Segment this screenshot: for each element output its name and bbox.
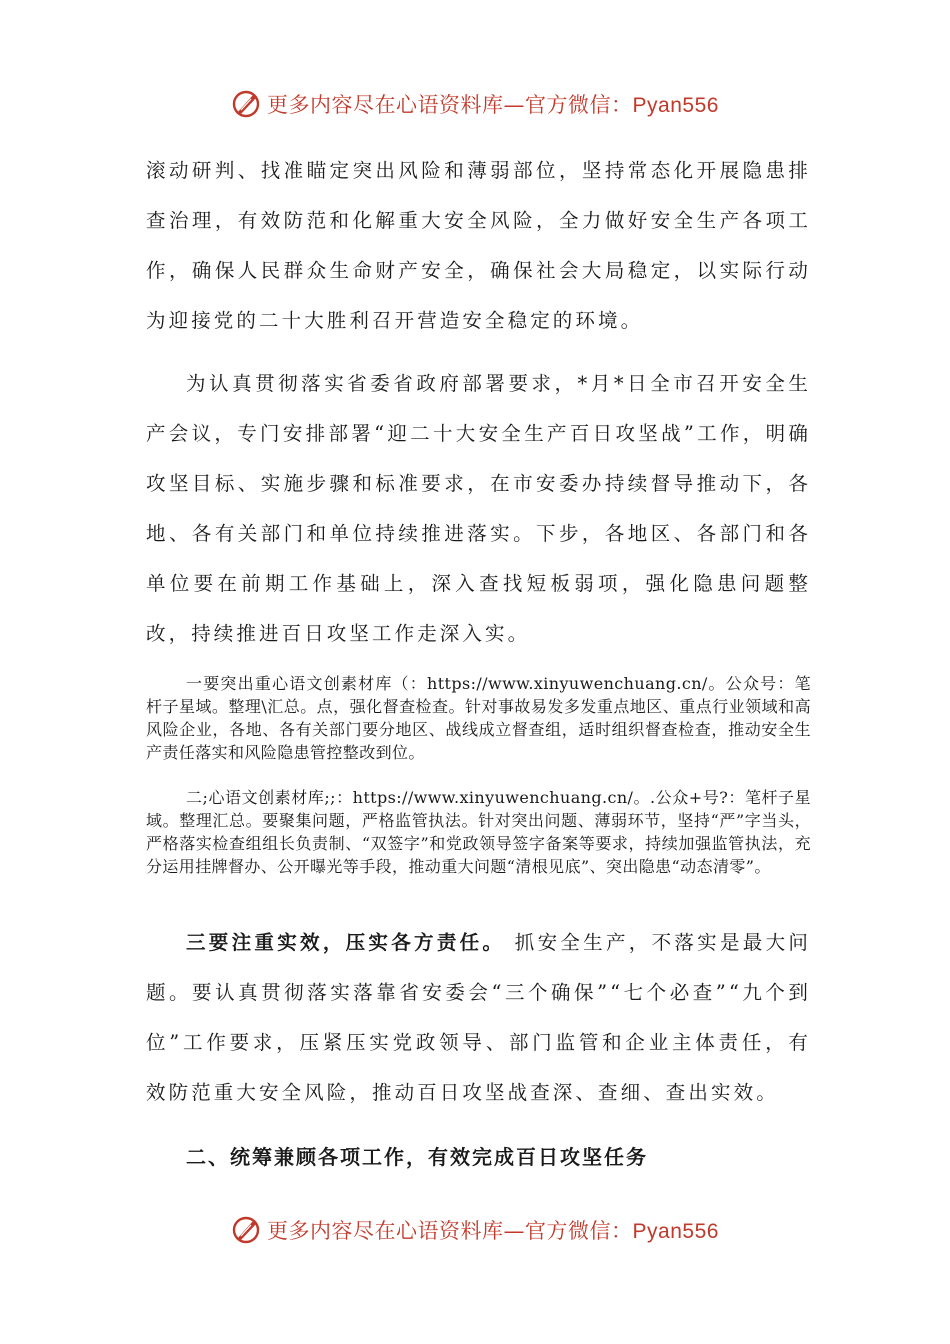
paragraph-1: 滚动研判、找准瞄定突出风险和薄弱部位，坚持常态化开展隐患排查治理，有效防范和化解重大安全风险，全力做好安全生产各项工作，确保人民群众生命财产安全，确保社会大局稳定，以实际行动为迎接党的二十大胜利召开营造安全稳定的环境。 (146, 159, 811, 332)
quill-pen-logo-icon (231, 1215, 261, 1245)
paragraph-2: 为认真贯彻落实省委省政府部署要求，*月*日全市召开安全生产会议，专门安排部署“迎二十大安全生产百日攻坚战”工作，明确攻坚目标、实施步骤和标准要求，在市安委办持续督导推动下，各地、各有关部门和单位持续推进落实。下步，各地区、各部门和各单位要在前期工作基础上，深入查找短板弱项，强化隐患问题整改，持续推进百日攻坚工作走深入实。 (146, 372, 811, 645)
banner-label: 更多内容尽在心语资料库—官方微信： (267, 93, 633, 117)
paragraph-3-body: 抓安全生产，不落实是最大问题。要认真贯彻落实落靠省安委会“三个确保”“七个必查”“九个到位”工作要求，压紧压实党政领导、部门监管和企业主体责任，有效防范重大安全风险，推动百日攻坚战查深、查细、查出实效。 (146, 931, 811, 1104)
section-heading: 二、统筹兼顾各项工作，有效完成百日攻坚任务 (186, 1145, 648, 1169)
paragraph-3-lead: 三要注重实效，压实各方责任。 (186, 931, 506, 954)
quill-pen-logo-icon (231, 89, 261, 119)
header-banner (0, 82, 950, 126)
banner-text (267, 89, 719, 119)
footer-banner (0, 1208, 950, 1252)
paragraph-3 (146, 918, 811, 1118)
banner-label: 更多内容尽在心语资料库—官方微信： (267, 1219, 633, 1243)
small-paragraph-2: 二;心语文创素材库;;：https://www.xinyuwenchuang.cn/。.公众+号?：笔杆子星域。整理汇总。要聚集问题，严格监管执法。针对突出问题、薄弱环节，坚持“严”字当头，严格落实检查组组长负责制、“双签字”和党政领导签字备案等要求，持续加强监管执法，充分运用挂牌督办、公开曝光等手段，推动重大问题“清根见底”、突出隐患“动态清零”。 (146, 788, 811, 876)
banner-text (267, 1215, 719, 1245)
banner-wechat-id: Pyan556 (632, 1220, 719, 1243)
small-paragraph-1: 一要突出重心语文创素材库（：https://www.xinyuwenchuang.cn/。公众号：笔杆子星域。整理\汇总。点，强化督查检查。针对事故易发多发重点地区、重点行业领域和高风险企业，各地、各有关部门要分地区、战线成立督查组，适时组织督查检查，推动安全生产责任落实和风险隐患管控整改到位。 (146, 674, 811, 762)
banner-wechat-id: Pyan556 (632, 94, 719, 117)
